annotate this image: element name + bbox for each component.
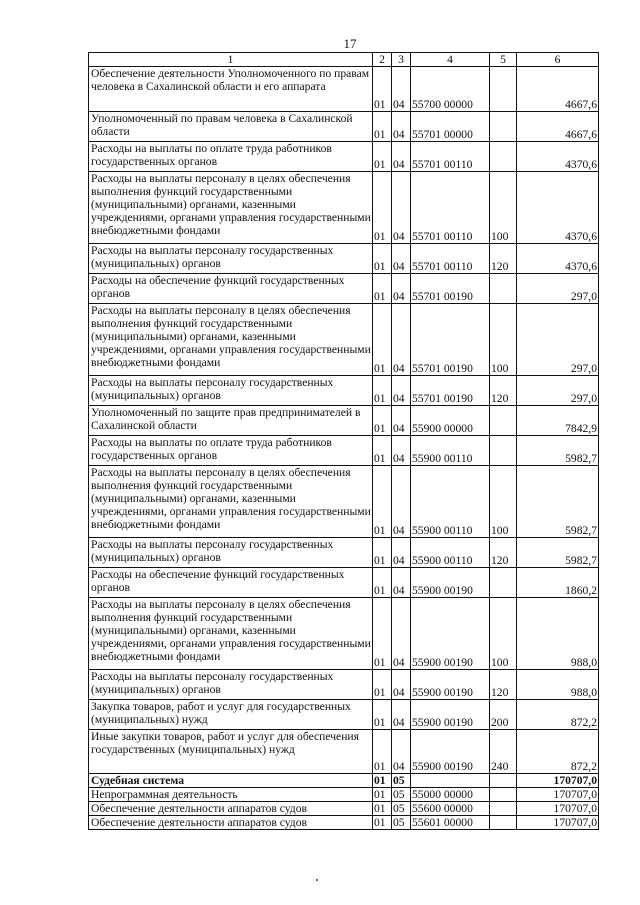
row-subsection-cell: 05 <box>392 802 411 816</box>
row-name-cell: Расходы на выплаты персоналу государственных (муниципальных) органов <box>89 538 373 568</box>
row-amount-cell: 4667,6 <box>517 112 599 142</box>
row-target-article-cell: 55900 00110 <box>411 538 490 568</box>
table-body <box>89 67 599 830</box>
row-amount-cell: 5982,7 <box>517 538 599 568</box>
table-row <box>89 568 599 598</box>
row-expense-type-cell <box>490 568 517 598</box>
row-amount-cell: 988,0 <box>517 670 599 700</box>
row-section-cell: 01 <box>373 436 392 466</box>
row-subsection-cell: 04 <box>392 304 411 376</box>
row-section-cell: 01 <box>373 406 392 436</box>
row-amount-cell: 4370,6 <box>517 142 599 172</box>
row-target-article-cell: 55900 00110 <box>411 466 490 538</box>
row-section-cell: 01 <box>373 112 392 142</box>
row-name-cell: Закупка товаров, работ и услуг для государственных (муниципальных) нужд <box>89 700 373 730</box>
row-section-cell: 01 <box>373 788 392 802</box>
row-target-article-cell: 55701 00190 <box>411 304 490 376</box>
row-name-cell: Расходы на выплаты персоналу государственных (муниципальных) органов <box>89 670 373 700</box>
row-section-cell: 01 <box>373 568 392 598</box>
row-name-cell: Расходы на выплаты персоналу в целях обеспечения выполнения функций государственными (муниципальными) органами, казенными учреждениями, органами управления государственными внебюджетными фондами <box>89 598 373 670</box>
row-amount-cell: 170707,0 <box>517 802 599 816</box>
row-section-cell: 01 <box>373 244 392 274</box>
row-subsection-cell: 05 <box>392 774 411 788</box>
table-row <box>89 142 599 172</box>
table-row <box>89 406 599 436</box>
row-expense-type-cell: 120 <box>490 538 517 568</box>
row-target-article-cell: 55900 00190 <box>411 730 490 774</box>
row-expense-type-cell <box>490 67 517 112</box>
row-subsection-cell: 04 <box>392 466 411 538</box>
row-expense-type-cell <box>490 274 517 304</box>
row-section-cell: 01 <box>373 376 392 406</box>
row-name-cell: Непрограммная деятельность <box>89 788 373 802</box>
row-section-cell: 01 <box>373 142 392 172</box>
row-expense-type-cell <box>490 112 517 142</box>
row-subsection-cell: 04 <box>392 112 411 142</box>
column-header-5: 5 <box>490 53 517 67</box>
row-subsection-cell: 04 <box>392 244 411 274</box>
row-amount-cell: 4370,6 <box>517 172 599 244</box>
row-target-article-cell: 55701 00110 <box>411 142 490 172</box>
row-target-article-cell: 55701 00000 <box>411 112 490 142</box>
row-subsection-cell: 04 <box>392 67 411 112</box>
row-section-cell: 01 <box>373 67 392 112</box>
row-expense-type-cell <box>490 816 517 830</box>
row-target-article-cell: 55700 00000 <box>411 67 490 112</box>
row-name-cell: Обеспечение деятельности аппаратов судов <box>89 816 373 830</box>
table-row <box>89 700 599 730</box>
column-header-1: 1 <box>89 53 373 67</box>
row-subsection-cell: 04 <box>392 376 411 406</box>
column-header-3: 3 <box>392 53 411 67</box>
table-row <box>89 670 599 700</box>
row-name-cell: Расходы на выплаты персоналу в целях обеспечения выполнения функций государственными (муниципальными) органами, казенными учреждениями, органами управления государственными внебюджетными фондами <box>89 172 373 244</box>
row-subsection-cell: 04 <box>392 406 411 436</box>
row-target-article-cell: 55900 00190 <box>411 670 490 700</box>
row-amount-cell: 170707,0 <box>517 788 599 802</box>
row-name-cell: Уполномоченный по правам человека в Сахалинской области <box>89 112 373 142</box>
row-expense-type-cell: 120 <box>490 376 517 406</box>
row-section-cell: 01 <box>373 816 392 830</box>
row-name-cell: Иные закупки товаров, работ и услуг для обеспечения государственных (муниципальных) нужд <box>89 730 373 774</box>
row-target-article-cell: 55701 00190 <box>411 274 490 304</box>
budget-table <box>88 52 599 830</box>
row-subsection-cell: 04 <box>392 730 411 774</box>
row-target-article-cell <box>411 774 490 788</box>
table-row <box>89 538 599 568</box>
row-section-cell: 01 <box>373 172 392 244</box>
row-target-article-cell: 55701 00190 <box>411 376 490 406</box>
column-header-6: 6 <box>517 53 599 67</box>
row-amount-cell: 297,0 <box>517 304 599 376</box>
row-name-cell: Расходы на выплаты персоналу государственных (муниципальных) органов <box>89 376 373 406</box>
row-expense-type-cell: 120 <box>490 244 517 274</box>
row-amount-cell: 170707,0 <box>517 774 599 788</box>
row-section-cell: 01 <box>373 774 392 788</box>
table-row <box>89 244 599 274</box>
row-name-cell: Расходы на обеспечение функций государственных органов <box>89 568 373 598</box>
row-expense-type-cell <box>490 788 517 802</box>
row-target-article-cell: 55900 00000 <box>411 406 490 436</box>
row-amount-cell: 297,0 <box>517 274 599 304</box>
column-header-2: 2 <box>373 53 392 67</box>
row-subsection-cell: 04 <box>392 172 411 244</box>
row-expense-type-cell <box>490 774 517 788</box>
table-row <box>89 274 599 304</box>
table-row <box>89 774 599 788</box>
row-name-cell: Расходы на выплаты персоналу в целях обеспечения выполнения функций государственными (муниципальными) органами, казенными учреждениями, органами управления государственными внебюджетными фондами <box>89 304 373 376</box>
table-row <box>89 304 599 376</box>
row-target-article-cell: 55900 00190 <box>411 598 490 670</box>
row-subsection-cell: 04 <box>392 538 411 568</box>
table-row <box>89 788 599 802</box>
row-section-cell: 01 <box>373 598 392 670</box>
row-amount-cell: 872,2 <box>517 730 599 774</box>
row-name-cell: Уполномоченный по защите прав предпринимателей в Сахалинской области <box>89 406 373 436</box>
row-section-cell: 01 <box>373 730 392 774</box>
row-target-article-cell: 55900 00110 <box>411 436 490 466</box>
row-amount-cell: 5982,7 <box>517 436 599 466</box>
row-amount-cell: 5982,7 <box>517 466 599 538</box>
row-amount-cell: 297,0 <box>517 376 599 406</box>
row-amount-cell: 872,2 <box>517 700 599 730</box>
row-subsection-cell: 04 <box>392 142 411 172</box>
row-name-cell: Расходы на обеспечение функций государственных органов <box>89 274 373 304</box>
table-row <box>89 466 599 538</box>
table-row <box>89 730 599 774</box>
row-expense-type-cell <box>490 802 517 816</box>
row-name-cell: Расходы на выплаты по оплате труда работников государственных органов <box>89 142 373 172</box>
page-number: 17 <box>343 36 357 51</box>
row-name-cell: Расходы на выплаты персоналу в целях обеспечения выполнения функций государственными (муниципальными) органами, казенными учреждениями, органами управления государственными внебюджетными фондами <box>89 466 373 538</box>
row-subsection-cell: 04 <box>392 670 411 700</box>
row-subsection-cell: 04 <box>392 568 411 598</box>
row-expense-type-cell: 120 <box>490 670 517 700</box>
row-name-cell: Судебная система <box>89 774 373 788</box>
row-expense-type-cell: 100 <box>490 304 517 376</box>
row-subsection-cell: 04 <box>392 274 411 304</box>
row-target-article-cell: 55601 00000 <box>411 816 490 830</box>
row-subsection-cell: 05 <box>392 788 411 802</box>
row-subsection-cell: 04 <box>392 436 411 466</box>
row-section-cell: 01 <box>373 700 392 730</box>
row-subsection-cell: 05 <box>392 816 411 830</box>
row-amount-cell: 1860,2 <box>517 568 599 598</box>
table-row <box>89 598 599 670</box>
row-section-cell: 01 <box>373 304 392 376</box>
row-subsection-cell: 04 <box>392 598 411 670</box>
row-expense-type-cell: 200 <box>490 700 517 730</box>
table-row <box>89 376 599 406</box>
row-amount-cell: 4667,6 <box>517 67 599 112</box>
table-row <box>89 172 599 244</box>
row-amount-cell: 170707,0 <box>517 816 599 830</box>
row-target-article-cell: 55900 00190 <box>411 700 490 730</box>
row-name-cell: Расходы на выплаты по оплате труда работников государственных органов <box>89 436 373 466</box>
row-amount-cell: 988,0 <box>517 598 599 670</box>
table-row <box>89 816 599 830</box>
row-target-article-cell: 55600 00000 <box>411 802 490 816</box>
row-expense-type-cell <box>490 436 517 466</box>
table-row <box>89 112 599 142</box>
row-target-article-cell: 55701 00110 <box>411 172 490 244</box>
row-amount-cell: 4370,6 <box>517 244 599 274</box>
row-section-cell: 01 <box>373 274 392 304</box>
row-section-cell: 01 <box>373 802 392 816</box>
table-row <box>89 436 599 466</box>
row-amount-cell: 7842,9 <box>517 406 599 436</box>
table-row <box>89 67 599 112</box>
row-subsection-cell: 04 <box>392 700 411 730</box>
row-expense-type-cell <box>490 406 517 436</box>
row-section-cell: 01 <box>373 670 392 700</box>
row-expense-type-cell: 100 <box>490 598 517 670</box>
row-target-article-cell: 55000 00000 <box>411 788 490 802</box>
row-name-cell: Обеспечение деятельности Уполномоченного по правам человека в Сахалинской области и его аппарата <box>89 67 373 112</box>
table-header-row <box>89 53 599 67</box>
row-expense-type-cell: 100 <box>490 172 517 244</box>
scan-speck <box>316 879 318 881</box>
row-section-cell: 01 <box>373 466 392 538</box>
table-row <box>89 802 599 816</box>
row-target-article-cell: 55900 00190 <box>411 568 490 598</box>
column-header-4: 4 <box>411 53 490 67</box>
row-name-cell: Расходы на выплаты персоналу государственных (муниципальных) органов <box>89 244 373 274</box>
row-expense-type-cell: 240 <box>490 730 517 774</box>
row-expense-type-cell <box>490 142 517 172</box>
row-expense-type-cell: 100 <box>490 466 517 538</box>
row-target-article-cell: 55701 00110 <box>411 244 490 274</box>
row-name-cell: Обеспечение деятельности аппаратов судов <box>89 802 373 816</box>
row-section-cell: 01 <box>373 538 392 568</box>
